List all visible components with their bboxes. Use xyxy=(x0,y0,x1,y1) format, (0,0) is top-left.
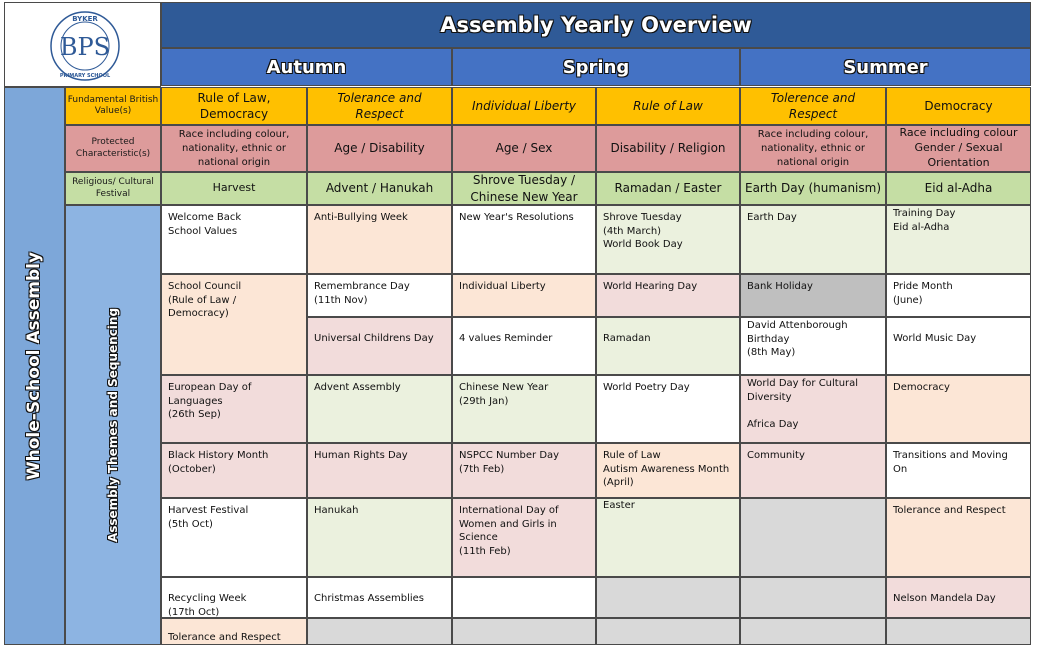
assembly-cell: Tolerance and Respect xyxy=(886,498,1031,577)
assembly-cell xyxy=(307,618,452,645)
characteristic-cell: Race including colour, nationality, ethnic or national origin xyxy=(161,125,307,172)
assembly-cell: Advent Assembly xyxy=(307,375,452,443)
row-label-characteristics-text: Protected Characteristic(s) xyxy=(75,137,151,159)
assembly-cell: Ramadan xyxy=(596,317,740,375)
row-label-values-text: Fundamental British Value(s) xyxy=(67,94,159,116)
value-cell: Tolerence and Respect xyxy=(740,87,886,125)
assembly-cell: Individual Liberty xyxy=(452,274,596,317)
season-autumn: Autumn xyxy=(161,48,452,86)
school-logo xyxy=(5,3,161,87)
value-cell: Democracy xyxy=(886,87,1031,125)
characteristic-cell: Race including colour, nationality, ethnic or national origin xyxy=(740,125,886,172)
value-cell: Rule of Law, Democracy xyxy=(161,87,307,125)
assembly-cell: David Attenborough Birthday (8th May) xyxy=(740,317,886,375)
assembly-cell: Black History Month (October) xyxy=(161,443,307,498)
assembly-cell xyxy=(740,498,886,577)
value-cell: Tolerance and Respect xyxy=(307,87,452,125)
characteristic-cell: Age / Sex xyxy=(452,125,596,172)
assembly-cell: Remembrance Day (11th Nov) xyxy=(307,274,452,317)
assembly-cell: Recycling Week (17th Oct) xyxy=(161,577,307,618)
assembly-cell: World Hearing Day xyxy=(596,274,740,317)
assembly-cell: Democracy xyxy=(886,375,1031,443)
characteristic-cell: Disability / Religion xyxy=(596,125,740,172)
assembly-cell: Community xyxy=(740,443,886,498)
assembly-cell: Tolerance and Respect xyxy=(161,618,307,645)
assembly-cell: Training Day Eid al-Adha xyxy=(886,205,1031,274)
assembly-cell: Rule of Law Autism Awareness Month (April) xyxy=(596,443,740,498)
assembly-cell: Transitions and Moving On xyxy=(886,443,1031,498)
themes-label-text: Assembly Themes and Sequencing xyxy=(106,307,120,543)
assembly-cell: Hanukah xyxy=(307,498,452,577)
assembly-cell: Bank Holiday xyxy=(740,274,886,317)
school-logo-box xyxy=(4,2,161,87)
svg-text:PRIMARY SCHOOL: PRIMARY SCHOOL xyxy=(59,73,111,79)
side-label xyxy=(4,87,65,645)
row-label-values xyxy=(65,87,161,125)
assembly-cell xyxy=(740,577,886,618)
characteristic-cell: Race including colour Gender / Sexual Orientation xyxy=(886,125,1031,172)
page-title: Assembly Yearly Overview xyxy=(161,2,1031,48)
festival-cell: Harvest xyxy=(161,172,307,205)
value-cell: Rule of Law xyxy=(596,87,740,125)
festival-cell: Ramadan / Easter xyxy=(596,172,740,205)
assembly-cell: European Day of Languages (26th Sep) xyxy=(161,375,307,443)
assembly-cell: Anti-Bullying Week xyxy=(307,205,452,274)
season-spring: Spring xyxy=(452,48,740,86)
side-label-text: Whole-School Assembly xyxy=(24,251,45,481)
assembly-cell: Earth Day xyxy=(740,205,886,274)
assembly-cell: Easter xyxy=(596,498,740,577)
assembly-cell: World Music Day xyxy=(886,317,1031,375)
assembly-cell: New Year's Resolutions xyxy=(452,205,596,274)
row-label-festivals-text: Religious/ Cultural Festival xyxy=(72,177,154,199)
assembly-cell: School Council (Rule of Law / Democracy) xyxy=(161,274,307,375)
assembly-cell: Pride Month (June) xyxy=(886,274,1031,317)
svg-text:BPS: BPS xyxy=(59,33,111,61)
assembly-cell: Nelson Mandela Day xyxy=(886,577,1031,618)
assembly-cell: 4 values Reminder xyxy=(452,317,596,375)
assembly-cell: Christmas Assemblies xyxy=(307,577,452,618)
svg-text:BYKER: BYKER xyxy=(72,15,98,23)
assembly-cell: Shrove Tuesday (4th March) World Book Day xyxy=(596,205,740,274)
assembly-cell: NSPCC Number Day (7th Feb) xyxy=(452,443,596,498)
assembly-cell xyxy=(452,577,596,618)
festival-cell: Eid al-Adha xyxy=(886,172,1031,205)
assembly-cell xyxy=(740,618,886,645)
assembly-cell xyxy=(596,618,740,645)
assembly-cell xyxy=(596,577,740,618)
assembly-cell: World Day for Cultural Diversity Africa Day xyxy=(740,375,886,443)
festival-cell: Earth Day (humanism) xyxy=(740,172,886,205)
assembly-cell: International Day of Women and Girls in Science (11th Feb) xyxy=(452,498,596,577)
value-cell: Individual Liberty xyxy=(452,87,596,125)
season-summer: Summer xyxy=(740,48,1031,86)
themes-label xyxy=(65,205,161,645)
row-label-festivals xyxy=(65,172,161,205)
assembly-cell xyxy=(452,618,596,645)
assembly-cell: World Poetry Day xyxy=(596,375,740,443)
assembly-cell: Human Rights Day xyxy=(307,443,452,498)
assembly-cell: Welcome Back School Values xyxy=(161,205,307,274)
festival-cell: Shrove Tuesday / Chinese New Year xyxy=(452,172,596,205)
assembly-cell: Chinese New Year (29th Jan) xyxy=(452,375,596,443)
assembly-cell xyxy=(886,618,1031,645)
assembly-cell: Harvest Festival (5th Oct) xyxy=(161,498,307,577)
festival-cell: Advent / Hanukah xyxy=(307,172,452,205)
characteristic-cell: Age / Disability xyxy=(307,125,452,172)
assembly-cell: Universal Childrens Day xyxy=(307,317,452,375)
row-label-characteristics xyxy=(65,125,161,172)
